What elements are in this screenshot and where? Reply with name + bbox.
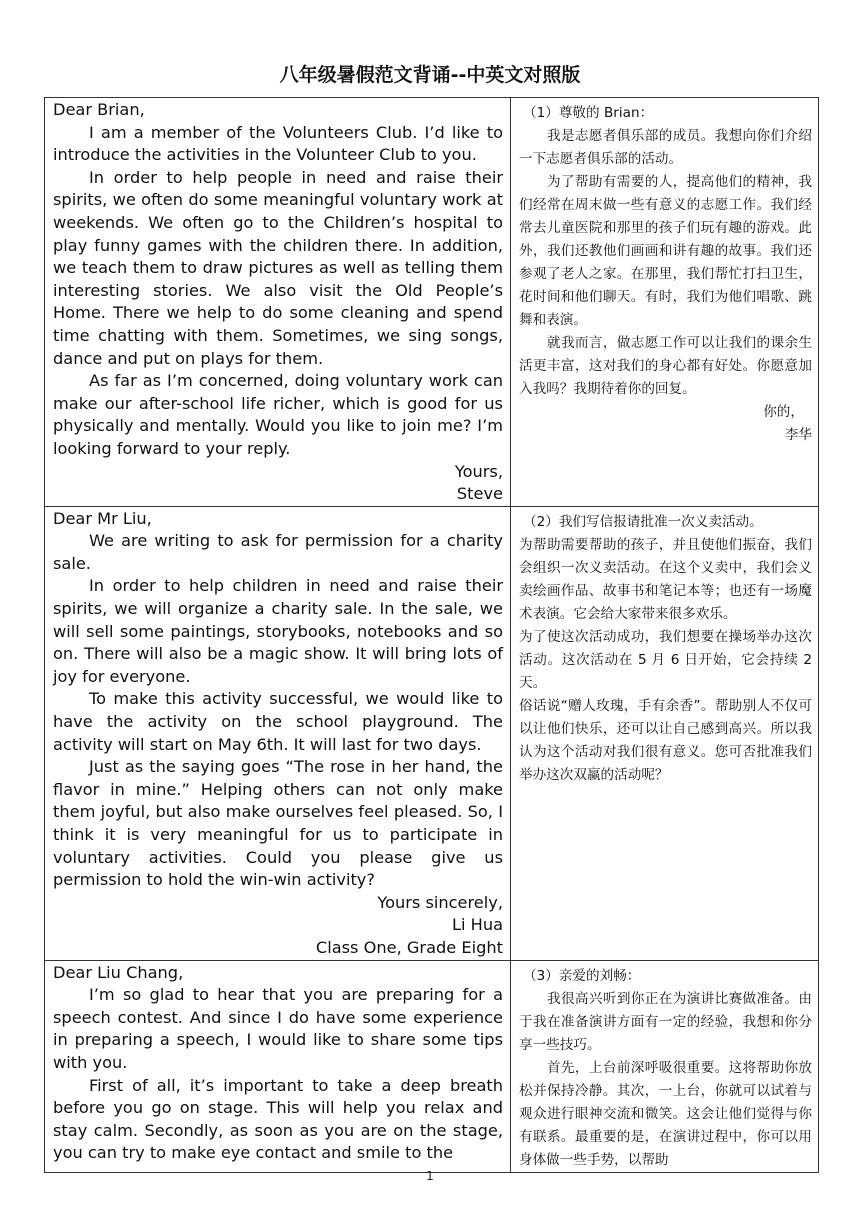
table-row — [45, 506, 819, 960]
closing: Yours, — [454, 461, 503, 481]
english-cell — [45, 98, 511, 507]
paragraph: I am a member of the Volunteers Club. I’d like to introduce the activities in the Volunteer Club to you. — [53, 122, 503, 165]
salutation: Dear Mr Liu, — [53, 508, 152, 528]
paragraph: I’m so glad to hear that you are preparing for a speech contest. And since I do have some experience in preparing a speech, I would like to share some tips with you. — [53, 985, 503, 1072]
paragraph: As far as I’m concerned, doing voluntary work can make our after-school life richer, which is good for us physically and mentally. Would you like to join me? I’m looking forward to your reply. — [53, 371, 503, 458]
bilingual-essay-table — [44, 97, 819, 1173]
signature: Steve — [456, 484, 503, 504]
table-row — [45, 98, 819, 507]
salutation: Dear Liu Chang, — [53, 962, 184, 982]
paragraph: 为了帮助有需要的人，提高他们的精神，我们经常在周末做一些有意义的志愿工作。我们经常去儿童医院和那里的孩子们玩有趣的游戏。此外，我们还教他们画画和讲有趣的故事。我们还参观了老人之家。在那里，我们帮忙打扫卫生，花时间和他们聊天。有时，我们为他们唱歌、跳舞和表演。 — [519, 174, 812, 328]
signature: 李华 — [784, 427, 812, 443]
paragraph: 首先，上台前深呼吸很重要。这将帮助你放松并保持冷静。其次，一上台，你就可以试着与观众进行眼神交流和微笑。这会让他们觉得与你有联系。最重要的是，在演讲过程中，你可以用身体做一些手势，以帮助 — [519, 1059, 812, 1168]
paragraph: In order to help children in need and raise their spirits, we will organize a charity sale. In the sale, we will sell some paintings, storybooks, notebooks and so on. There will also be a magic show. It will bring lots of joy for everyone. — [53, 576, 503, 686]
chinese-cell — [511, 506, 819, 960]
closing: Yours sincerely, — [377, 892, 503, 912]
heading: （3）亲爱的刘畅： — [523, 967, 641, 984]
signature: Li Hua — [451, 915, 503, 935]
paragraph: 就我而言，做志愿工作可以让我们的课余生活更丰富，这对我们的身心都有好处。你愿意加入我吗？我期待着你的回复。 — [519, 335, 812, 397]
page-title: 八年级暑假范文背诵--中英文对照版 — [279, 64, 581, 86]
chinese-cell — [511, 960, 819, 1172]
paragraph: We are writing to ask for permission for a charity sale. — [53, 531, 503, 573]
english-cell — [45, 960, 511, 1172]
paragraph: 我很高兴听到你正在为演讲比赛做准备。由于我在准备演讲方面有一定的经验，我想和你分享一些技巧。 — [519, 990, 812, 1053]
paragraph: 我是志愿者俱乐部的成员。我想向你们介绍一下志愿者俱乐部的活动。 — [519, 128, 812, 167]
paragraph: Just as the saying goes “The rose in her hand, the flavor in mine.” Helping others can not only make them joyful, but also make ourselves feel pleased. So, I think it is very meaningful for us to participate in voluntary activities. Could you please give us permission to hold the win-win activity? — [53, 757, 503, 890]
paragraph: In order to help people in need and raise their spirits, we often do some meaningful voluntary work at weekends. We often go to the Children’s hospital to play funny games with the children there. In addition, we teach them to draw pictures as well as telling them interesting stories. We also visit the Old People’s Home. There we help to do some cleaning and spend time chatting with them. Sometimes, we sing songs, dance and put on plays for them. — [53, 167, 503, 368]
paragraph: To make this activity successful, we would like to have the activity on the school playground. The activity will start on May 6th. It will last for two days. — [53, 689, 503, 754]
salutation: Dear Brian, — [53, 100, 145, 119]
class-line: Class One, Grade Eight — [315, 937, 503, 957]
page-number: 1 — [426, 1169, 434, 1183]
paragraph: 俗话说“赠人玫瑰，手有余香”。帮助别人不仅可以让他们快乐，还可以让自己感到高兴。所以我认为这个活动对我们很有意义。您可否批准我们举办这次双赢的活动呢？ — [519, 697, 812, 783]
paragraph: 为帮助需要帮助的孩子，并且使他们振奋，我们会组织一次义卖活动。在这个义卖中，我们会义卖绘画作品、故事书和笔记本等；也还有一场魔术表演。它会给大家带来很多欢乐。 — [519, 536, 812, 622]
closing: 你的， — [763, 404, 804, 420]
paragraph: 为了使这次活动成功，我们想要在操场举办这次活动。这次活动在 5 月 6 日开始，它会持续 2 天。 — [519, 628, 812, 691]
chinese-cell — [511, 98, 819, 507]
heading: （1）尊敬的 Brian： — [523, 105, 654, 121]
table-row — [45, 960, 819, 1172]
english-cell — [45, 506, 511, 960]
paragraph: First of all, it’s important to take a deep breath before you go on stage. This will help you relax and stay calm. Secondly, as soon as you are on the stage, you can try to make eye contact and smile to the — [53, 1075, 503, 1163]
heading: （2）我们写信报请批准一次义卖活动。 — [523, 513, 763, 530]
